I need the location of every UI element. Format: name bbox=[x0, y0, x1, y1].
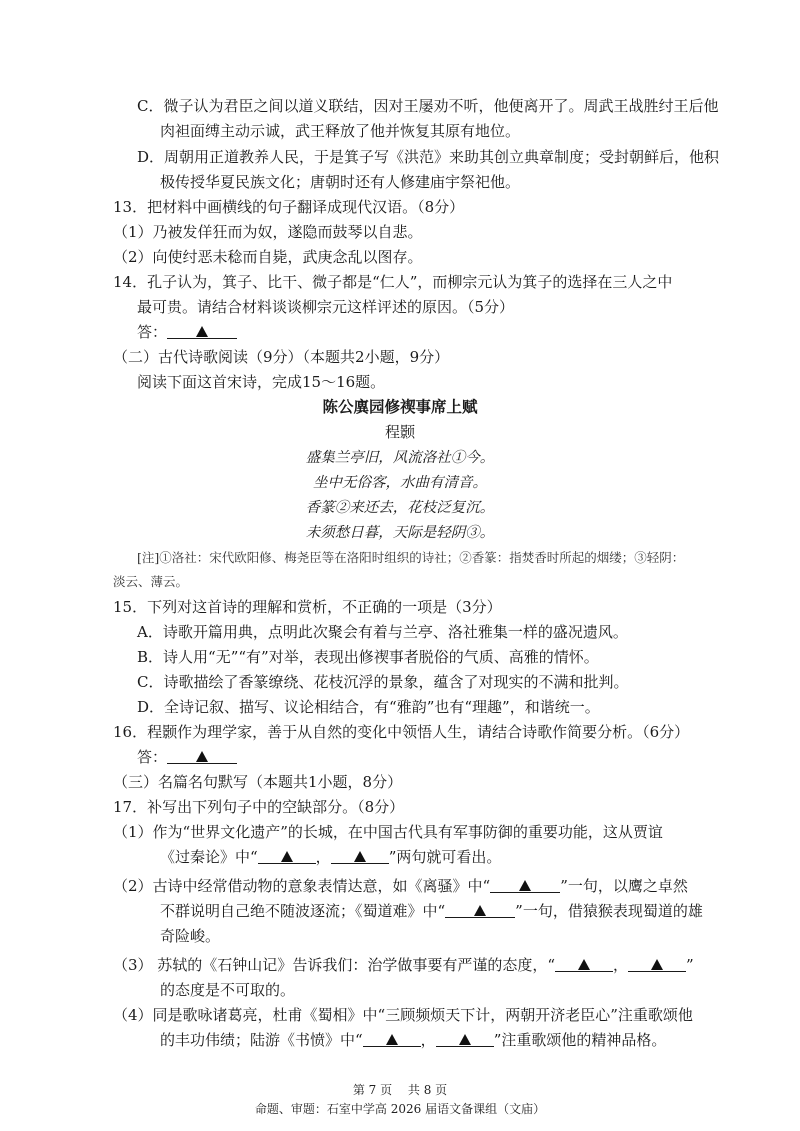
section2-heading: （二）古代诗歌阅读（9分）（本题共2小题，9分） bbox=[113, 348, 450, 366]
poem-note-line2: 淡云、薄云。 bbox=[113, 574, 189, 589]
q15-option-b: B．诗人用“无”“有”对举，表现出修禊事者脱俗的气质、高雅的情怀。 bbox=[137, 648, 599, 666]
poem-author: 程颢 bbox=[384, 423, 415, 441]
q16-answer-blank[interactable] bbox=[167, 747, 237, 764]
q12-option-c-line2: 肉袒面缚主动示诚，武王释放了他并恢复其原有地位。 bbox=[160, 122, 521, 140]
q15-option-c: C．诗歌描绘了香篆缭绕、花枝沉浮的景象，蕴含了对现实的不满和批判。 bbox=[137, 673, 629, 691]
q17-part3-sep: ， bbox=[612, 956, 628, 974]
triangle-icon bbox=[281, 851, 293, 862]
q17-part2-line3: 奇险峻。 bbox=[160, 927, 221, 945]
q17-part4-line2 bbox=[160, 1030, 666, 1050]
poem-note-line1: [注]①洛社：宋代欧阳修、梅尧臣等在洛阳时组织的诗社；②香篆：指焚香时所起的烟缕；③轻阴： bbox=[137, 550, 685, 565]
poem-line-2: 坐中无俗客，水曲有清音。 bbox=[313, 475, 487, 491]
q13-stem: 13．把材料中画横线的句子翻译成现代汉语。（8分） bbox=[113, 198, 465, 216]
q12-option-d-line1: D．周朝用正道教养人民，于是箕子写《洪范》来助其创立典章制度；受封朝鲜后，他积 bbox=[137, 148, 720, 166]
poem-title: 陈公廙园修禊事席上赋 bbox=[322, 397, 478, 416]
q13-sentence-2: （2）向使纣恶未稔而自毙，武庚念乱以图存。 bbox=[113, 248, 423, 266]
triangle-icon bbox=[651, 959, 663, 970]
q17-part4-sep: ， bbox=[420, 1031, 436, 1049]
q12-option-d-line2: 极传授华夏民族文化；唐朝时还有人修建庙宇祭祀他。 bbox=[160, 173, 521, 191]
q17-part2-blank-2[interactable] bbox=[445, 901, 515, 918]
section2-intro: 阅读下面这首宋诗，完成15～16题。 bbox=[137, 373, 386, 391]
triangle-icon bbox=[459, 1034, 471, 1045]
poem-line-1: 盛集兰亭旧，风流洛社①今。 bbox=[305, 450, 495, 466]
q17-stem: 17．补写出下列句子中的空缺部分。（8分） bbox=[113, 798, 405, 816]
q17-part1-blank-1[interactable] bbox=[258, 847, 316, 864]
triangle-icon bbox=[196, 751, 208, 762]
q17-part4-blank-1[interactable] bbox=[363, 1030, 421, 1047]
page-number: 第 7 页 共 8 页 bbox=[352, 1083, 448, 1097]
q17-part3-blank-1[interactable] bbox=[555, 955, 613, 972]
q17-part3-line1 bbox=[113, 955, 694, 975]
q17-part1-prefix: 《过秦论》中“ bbox=[160, 848, 258, 866]
q12-option-c-line1: C．微子认为君臣之间以道义联结，因对王屡劝不听，他便离开了。周武王战胜纣王后他 bbox=[137, 97, 719, 115]
q17-part3-suffix: ” bbox=[686, 956, 694, 974]
q16-stem: 16．程颢作为理学家，善于从自然的变化中领悟人生，请结合诗歌作简要分析。（6分） bbox=[113, 723, 690, 741]
q17-part2-suffix-2: ”一句，借猿猴表现蜀道的雄 bbox=[515, 902, 703, 920]
q14-answer-line bbox=[137, 322, 237, 342]
q17-part4-blank-2[interactable] bbox=[436, 1030, 494, 1047]
q13-sentence-1: （1）乃被发佯狂而为奴，遂隐而鼓琴以自悲。 bbox=[113, 223, 423, 241]
q17-part3-line2: 的态度是不可取的。 bbox=[160, 981, 296, 999]
q17-part4-line1: （4）同是歌咏诸葛亮，杜甫《蜀相》中“三顾频烦天下计，两朝开济老臣心”注重歌颂他 bbox=[113, 1006, 693, 1024]
triangle-icon bbox=[196, 326, 208, 337]
q14-stem-line1: 14．孔子认为，箕子、比干、微子都是“仁人”，而柳宗元认为箕子的选择在三人之中 bbox=[113, 273, 673, 291]
q17-part2-line2 bbox=[160, 901, 703, 921]
q16-answer-label: 答： bbox=[137, 748, 168, 766]
poem-line-3: 香篆②来还去，花枝泛复沉。 bbox=[305, 500, 495, 516]
q17-part1-line1: （1）作为“世界文化遗产”的长城，在中国古代具有军事防御的重要功能，这从贾谊 bbox=[113, 823, 663, 841]
q17-part2-blank-1[interactable] bbox=[490, 876, 560, 893]
triangle-icon bbox=[519, 880, 531, 891]
section3-heading: （三）名篇名句默写（本题共1小题，8分） bbox=[113, 773, 403, 791]
q15-option-d: D．全诗记叙、描写、议论相结合，有“雅韵”也有“理趣”，和谐统一。 bbox=[137, 698, 600, 716]
poem-line-4: 未须愁日暮，天际是轻阴③。 bbox=[305, 525, 495, 541]
q17-part3-prefix: （3） 苏轼的《石钟山记》告诉我们：治学做事要有严谨的态度，“ bbox=[113, 956, 555, 974]
q17-part1-blank-2[interactable] bbox=[331, 847, 389, 864]
triangle-icon bbox=[578, 959, 590, 970]
q14-answer-label: 答： bbox=[137, 323, 168, 341]
q17-part1-line2 bbox=[160, 847, 501, 867]
q17-part2-prefix-2: 不群说明自己绝不随波逐流；《蜀道难》中“ bbox=[160, 902, 446, 920]
q17-part2-prefix: （2）古诗中经常借动物的意象表情达意，如《离骚》中“ bbox=[113, 877, 491, 895]
triangle-icon bbox=[354, 851, 366, 862]
q15-stem: 15．下列对这首诗的理解和赏析，不正确的一项是（3分） bbox=[113, 598, 502, 616]
q15-option-a: A．诗歌开篇用典，点明此次聚会有着与兰亭、洛社雅集一样的盛况遗风。 bbox=[137, 623, 628, 641]
footer-credit: 命题、审题：石室中学高 2026 届语文备课组（文庙） bbox=[254, 1102, 546, 1116]
q16-answer-line bbox=[137, 747, 237, 767]
q17-part2-line1 bbox=[113, 876, 688, 896]
q17-part4-suffix: ”注重歌颂他的精神品格。 bbox=[493, 1031, 667, 1049]
q17-part2-suffix: ”一句，以鹰之卓然 bbox=[560, 877, 688, 895]
triangle-icon bbox=[474, 905, 486, 916]
q17-part3-blank-2[interactable] bbox=[628, 955, 686, 972]
q17-part4-prefix: 的丰功伟绩；陆游《书愤》中“ bbox=[160, 1031, 363, 1049]
q14-answer-blank[interactable] bbox=[167, 322, 237, 339]
q14-stem-line2: 最可贵。请结合材料谈谈柳宗元这样评述的原因。（5分） bbox=[137, 298, 515, 316]
q17-part1-sep: ， bbox=[315, 848, 331, 866]
triangle-icon bbox=[386, 1034, 398, 1045]
q17-part1-suffix: ”两句就可看出。 bbox=[388, 848, 502, 866]
